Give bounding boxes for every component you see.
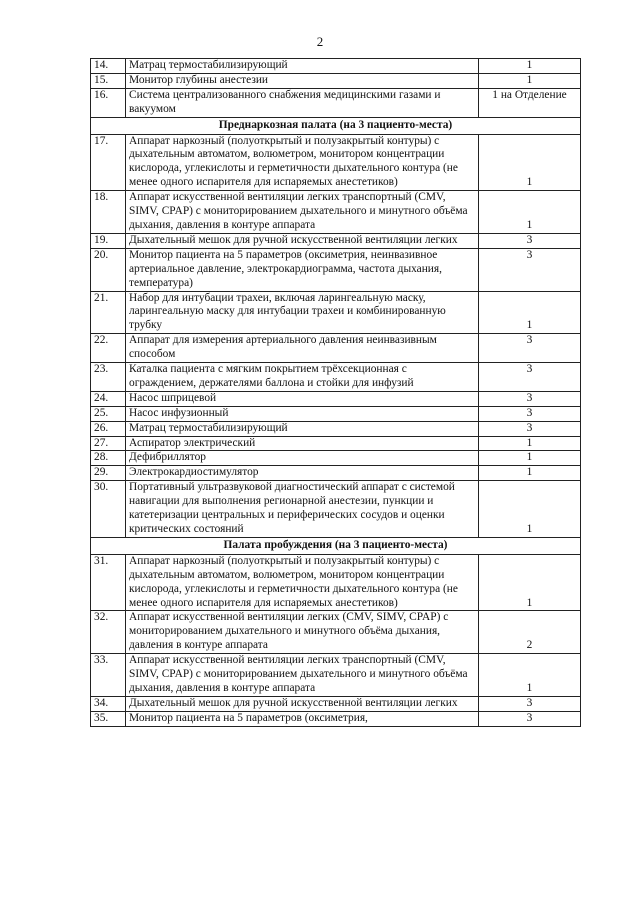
table-row — [91, 696, 581, 711]
item-name: Система централизованного снабжения медицинскими газами и вакуумом — [126, 88, 479, 117]
row-number: 15. — [91, 73, 126, 88]
row-number: 17. — [91, 134, 126, 191]
item-quantity: 2 — [479, 611, 581, 654]
item-quantity: 3 — [479, 334, 581, 363]
item-name: Аппарат для измерения артериального давления неинвазивным способом — [126, 334, 479, 363]
item-name: Дыхательный мешок для ручной искусственной вентиляции легких — [126, 696, 479, 711]
table-row — [91, 406, 581, 421]
item-quantity: 1 — [479, 291, 581, 334]
item-quantity: 3 — [479, 248, 581, 291]
row-number: 16. — [91, 88, 126, 117]
item-quantity: 3 — [479, 406, 581, 421]
item-quantity: 3 — [479, 711, 581, 726]
row-number: 24. — [91, 391, 126, 406]
row-number: 29. — [91, 466, 126, 481]
section-title: Палата пробуждения (на 3 пациенто-места) — [91, 537, 581, 554]
item-quantity: 3 — [479, 363, 581, 392]
item-name: Аппарат искусственной вентиляции легких транспортный (CMV, SIMV, CPAP) с мониторированием дыхательного и минутного объёма дыхания, давления в контуре аппарата — [126, 191, 479, 234]
item-quantity: 3 — [479, 233, 581, 248]
equipment-table — [90, 58, 581, 727]
item-name: Монитор пациента на 5 параметров (оксиметрия, неинвазивное артериальное давление, электрокардиограмма, частота дыхания, температура) — [126, 248, 479, 291]
table-row — [91, 59, 581, 74]
item-quantity: 1 — [479, 466, 581, 481]
row-number: 22. — [91, 334, 126, 363]
table-row — [91, 421, 581, 436]
item-name: Насос шприцевой — [126, 391, 479, 406]
item-quantity: 1 — [479, 134, 581, 191]
table-row — [91, 466, 581, 481]
item-name: Монитор глубины анестезии — [126, 73, 479, 88]
page-number: 2 — [316, 34, 324, 49]
item-quantity: 1 — [479, 554, 581, 611]
item-quantity: 1 — [479, 59, 581, 74]
row-number: 35. — [91, 711, 126, 726]
item-name: Аппарат искусственной вентиляции легких транспортный (CMV, SIMV, CPAP) с мониторированием дыхательного и минутного объёма дыхания, давления в контуре аппарата — [126, 654, 479, 697]
item-quantity: 1 — [479, 481, 581, 538]
table-row — [91, 191, 581, 234]
row-number: 19. — [91, 233, 126, 248]
table-row — [91, 451, 581, 466]
item-name: Матрац термостабилизирующий — [126, 421, 479, 436]
section-header-row — [91, 117, 581, 134]
item-name: Аспиратор электрический — [126, 436, 479, 451]
table-row — [91, 391, 581, 406]
item-quantity: 3 — [479, 391, 581, 406]
table-row — [91, 73, 581, 88]
row-number: 33. — [91, 654, 126, 697]
item-name: Аппарат наркозный (полуоткрытый и полузакрытый контуры) с дыхательным автоматом, волюметром, монитором концентрации кислорода, углекислоты и герметичности дыхательного контура (не менее одного испарителя для испаряемых анестетиков) — [126, 554, 479, 611]
row-number: 25. — [91, 406, 126, 421]
item-name: Дефибриллятор — [126, 451, 479, 466]
item-quantity: 1 на Отделение — [479, 88, 581, 117]
item-name: Аппарат наркозный (полуоткрытый и полузакрытый контуры) с дыхательным автоматом, волюметром, монитором концентрации кислорода, углекислоты и герметичности дыхательного контура (не менее одного испарителя для испаряемых анестетиков) — [126, 134, 479, 191]
section-title: Преднаркозная палата (на 3 пациенто-места) — [91, 117, 581, 134]
table-row — [91, 436, 581, 451]
table-row — [91, 363, 581, 392]
table-row — [91, 291, 581, 334]
item-quantity: 1 — [479, 654, 581, 697]
item-quantity: 1 — [479, 73, 581, 88]
table-row — [91, 654, 581, 697]
item-name: Электрокардиостимулятор — [126, 466, 479, 481]
item-quantity: 3 — [479, 696, 581, 711]
row-number: 26. — [91, 421, 126, 436]
row-number: 18. — [91, 191, 126, 234]
item-quantity: 1 — [479, 191, 581, 234]
item-quantity: 1 — [479, 436, 581, 451]
row-number: 34. — [91, 696, 126, 711]
row-number: 31. — [91, 554, 126, 611]
table-row — [91, 554, 581, 611]
table-row — [91, 334, 581, 363]
equipment-table-body — [91, 59, 581, 727]
table-row — [91, 233, 581, 248]
item-name: Дыхательный мешок для ручной искусственной вентиляции легких — [126, 233, 479, 248]
row-number: 14. — [91, 59, 126, 74]
row-number: 23. — [91, 363, 126, 392]
item-name: Матрац термостабилизирующий — [126, 59, 479, 74]
item-name: Каталка пациента с мягким покрытием трёхсекционная с ограждением, держателями баллона и стойки для инфузий — [126, 363, 479, 392]
item-quantity: 3 — [479, 421, 581, 436]
row-number: 20. — [91, 248, 126, 291]
row-number: 28. — [91, 451, 126, 466]
row-number: 32. — [91, 611, 126, 654]
row-number: 30. — [91, 481, 126, 538]
table-row — [91, 481, 581, 538]
item-quantity: 1 — [479, 451, 581, 466]
item-name: Монитор пациента на 5 параметров (оксиметрия, — [126, 711, 479, 726]
item-name: Набор для интубации трахеи, включая ларингеальную маску, ларингеальную маску для интубации трахеи и комбинированную трубку — [126, 291, 479, 334]
table-row — [91, 88, 581, 117]
item-name: Насос инфузионный — [126, 406, 479, 421]
table-row — [91, 711, 581, 726]
item-name: Аппарат искусственной вентиляции легких (CMV, SIMV, CPAP) с мониторированием дыхательного и минутного объёма дыхания, давления в контуре аппарата — [126, 611, 479, 654]
table-row — [91, 248, 581, 291]
table-row — [91, 134, 581, 191]
row-number: 21. — [91, 291, 126, 334]
item-name: Портативный ультразвуковой диагностический аппарат с системой навигации для выполнения регионарной анестезии, пункции и катетеризации центральных и периферических сосудов и оценки критических состояний — [126, 481, 479, 538]
row-number: 27. — [91, 436, 126, 451]
section-header-row — [91, 537, 581, 554]
table-row — [91, 611, 581, 654]
